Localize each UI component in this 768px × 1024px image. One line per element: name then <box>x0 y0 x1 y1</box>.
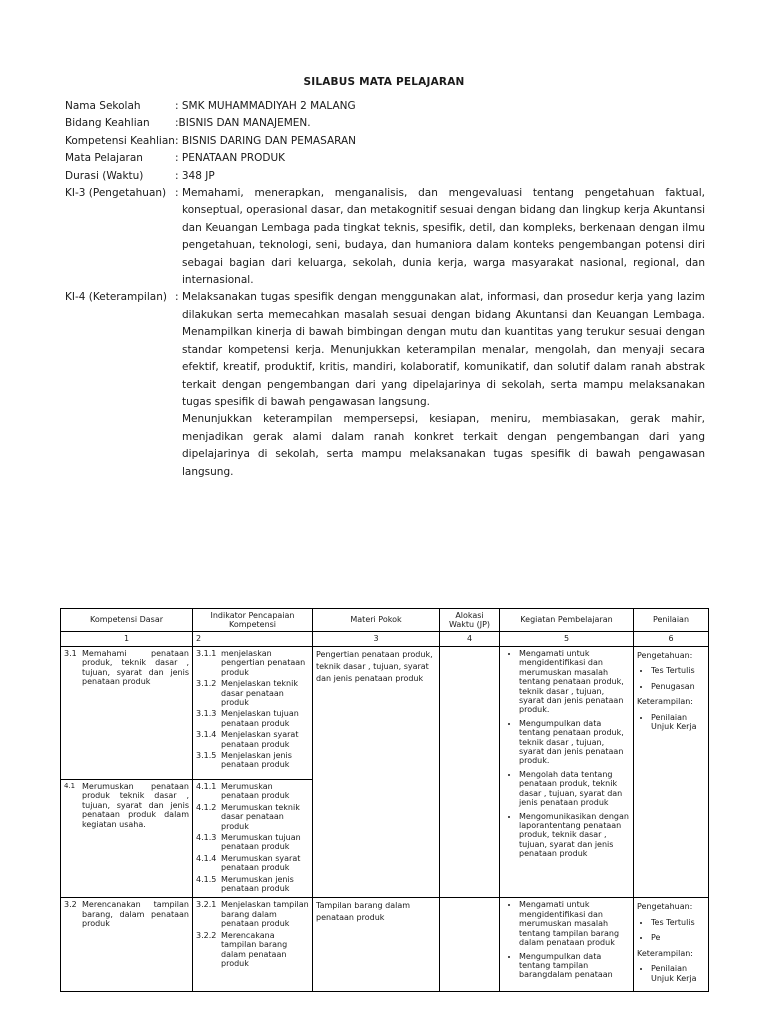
meta-value: : BISNIS DARING DAN PEMASARAN <box>175 134 357 147</box>
ki4-block <box>65 289 705 480</box>
kd-number: 3.2 <box>64 900 77 910</box>
penilaian-item: • Pe <box>651 933 705 942</box>
penilaian-keterampilan-label: Keterampilan: <box>637 697 694 707</box>
penilaian-item: • Tes Tertulis <box>651 918 705 927</box>
penilaian-pengetahuan-label: Pengetahuan: <box>637 902 693 912</box>
indicator-number: 3.1.1 <box>196 649 217 658</box>
indicator-number: 4.1.1 <box>196 782 217 791</box>
kegiatan-item: • Mengamati untuk mengidentifikasi dan merumuskan masalah tentang tampilan barang dalam penataan produk <box>519 900 630 947</box>
kd-cell <box>61 780 193 898</box>
indicator-text: Menjelaskan tampilan barang dalam penataan produk <box>221 900 309 929</box>
meta-row-duration <box>65 168 705 185</box>
indicator-text: Menjelaskan syarat penataan produk <box>221 730 299 749</box>
column-number: 1 <box>61 632 193 647</box>
materi-cell <box>313 898 440 991</box>
ki3-colon: : <box>175 187 179 200</box>
indicator-number: 3.1.3 <box>196 709 217 719</box>
column-number: 4 <box>440 632 500 647</box>
meta-row-subject <box>65 150 705 167</box>
table-number-row <box>61 632 709 647</box>
meta-value: : 348 JP <box>175 169 215 182</box>
indicator-text: Menjelaskan jenis penataan produk <box>221 751 292 770</box>
kd-cell <box>61 647 193 780</box>
column-number: 6 <box>634 632 709 647</box>
header-materi-pokok: Materi Pokok <box>313 609 440 632</box>
column-number: 5 <box>500 632 634 647</box>
indicator-number: 3.1.5 <box>196 751 217 761</box>
ki3-text: Memahami, menerapkan, menganalisis, dan mengevaluasi tentang pengetahuan faktual, konseptual, operasional dasar, dan metakognitif sesuai dengan bidang dan lingkup kerja Akuntansi dan Keuangan Lembaga pada tingkat teknis, spesifik, detil, dan kompleks, berkenaan dengan ilmu pengetahuan, teknologi, seni, budaya, dan humaniora dalam konteks pengembangan potensi diri sebagai bagian dari keluarga, sekolah, dunia kerja, warga masyarakat nasional, regional, dan internasional. <box>182 187 705 287</box>
indicator-text: Merumuskan penataan produk <box>221 782 290 801</box>
meta-row-school <box>65 98 705 115</box>
penilaian-keterampilan-label: Keterampilan: <box>637 948 694 958</box>
kegiatan-item: • Mengolah data tentang penataan produk, teknik dasar , tujuan, syarat dan jenis penataan produk <box>519 770 630 808</box>
ki3-block <box>65 185 705 289</box>
kegiatan-cell <box>500 898 634 991</box>
alokasi-cell <box>440 647 500 898</box>
meta-label: Kompetensi Keahlian <box>65 134 175 147</box>
table-header-row <box>61 609 709 632</box>
materi-text: Pengertian penataan produk, teknik dasar , tujuan, syarat dan jenis penataan produk <box>316 650 433 683</box>
indicator-cell <box>193 898 313 991</box>
kd-cell <box>61 898 193 991</box>
indicator-number: 3.2.2 <box>196 930 217 940</box>
document-title: SILABUS MATA PELAJARAN <box>303 76 465 88</box>
indicator-text: menjelaskan pengertian penataan produk <box>221 649 306 677</box>
kd-number: 3.1 <box>64 649 77 658</box>
kegiatan-cell <box>500 647 634 898</box>
header-penilaian: Penilaian <box>634 609 709 632</box>
table-row <box>61 647 709 780</box>
meta-value: :BISNIS DAN MANAJEMEN. <box>175 117 311 130</box>
meta-label: Durasi (Waktu) <box>65 169 144 182</box>
indicator-text: Merumuskan jenis penataan produk <box>221 874 294 894</box>
alokasi-cell <box>440 898 500 991</box>
column-number: 3 <box>313 632 440 647</box>
ki3-label: KI-3 (Pengetahuan) <box>65 187 167 200</box>
ki4-text <box>180 289 705 480</box>
kd-text: Memahami penataan produk, teknik dasar , tujuan, syarat dan jenis penataan produk <box>82 649 189 687</box>
meta-label: Mata Pelajaran <box>65 152 143 165</box>
kd-text: Merencanakan tampilan barang, dalam penataan produk <box>82 900 189 929</box>
meta-row-field <box>65 115 705 132</box>
penilaian-cell <box>634 898 709 991</box>
penilaian-pengetahuan-label: Pengetahuan: <box>637 651 693 660</box>
ki4-paragraph-2: Menunjukkan keterampilan mempersepsi, kesiapan, meniru, membiasakan, gerak mahir, menjadikan gerak alami dalam ranah konkret terkait dengan pengembangan dari yang dipelajarinya di sekolah, serta mampu melaksanakan tugas spesifik di bawah pengawasan langsung. <box>182 413 705 478</box>
meta-value: : SMK MUHAMMADIYAH 2 MALANG <box>175 100 356 112</box>
materi-cell <box>313 647 440 898</box>
meta-label: Nama Sekolah <box>65 100 141 112</box>
indicator-text: Merencakana tampilan barang dalam penataan produk <box>221 930 288 968</box>
kd-number: 4.1 <box>64 782 76 790</box>
meta-value: : PENATAAN PRODUK <box>175 152 286 165</box>
penilaian-item: • Penilaian Unjuk Kerja <box>651 964 705 983</box>
indicator-number: 3.2.1 <box>196 900 217 910</box>
ki4-label: KI-4 (Keterampilan) <box>65 291 167 304</box>
header-alokasi-waktu: Alokasi Waktu (JP) <box>440 609 500 632</box>
ki4-colon: : <box>175 291 179 304</box>
header-kegiatan: Kegiatan Pembelajaran <box>500 609 634 632</box>
syllabus-table <box>60 608 709 992</box>
indicator-number: 4.1.2 <box>196 802 217 812</box>
indicator-text: Merumuskan syarat penataan produk <box>221 853 301 873</box>
penilaian-item: • Penilaian Unjuk Kerja <box>651 713 705 732</box>
syllabus-meta <box>65 98 705 481</box>
kegiatan-item: • Mengumpulkan data tentang penataan produk, teknik dasar , tujuan, syarat dan jenis penataan produk. <box>519 719 630 766</box>
indicator-number: 3.1.2 <box>196 679 217 689</box>
indicator-text: Menjelaskan teknik dasar penataan produk <box>221 679 298 708</box>
indicator-number: 4.1.5 <box>196 874 217 884</box>
kegiatan-item: • Mengamati untuk mengidentifikasi dan merumuskan masalah tentang penataan produk, teknik dasar , tujuan, syarat dan jenis penataan produk. <box>519 649 630 715</box>
table-row <box>61 898 709 991</box>
meta-label: Bidang Keahlian <box>65 117 150 130</box>
penilaian-item: • Penugasan <box>651 682 705 691</box>
materi-text: Tampilan barang dalam penataan produk <box>316 901 411 923</box>
header-indikator: Indikator Pencapaian Kompetensi <box>193 609 313 632</box>
indicator-text: Menjelaskan tujuan penataan produk <box>221 709 299 728</box>
header-kompetensi-dasar: Kompetensi Dasar <box>61 609 193 632</box>
indicator-text: Merumuskan teknik dasar penataan produk <box>221 802 300 831</box>
indicator-text: Merumuskan tujuan penataan produk <box>221 833 301 852</box>
column-number: 2 <box>193 632 313 647</box>
ki4-paragraph-1: Melaksanakan tugas spesifik dengan menggunakan alat, informasi, dan prosedur kerja yang lazim dilakukan serta memecahkan masalah sesuai dengan bidang Akuntansi dan Keuangan Lembaga. Menampilkan kinerja di bawah bimbingan dengan mutu dan kuantitas yang terukur sesuai dengan standar kompetensi kerja. Menunjukkan keterampilan menalar, mengolah, dan menyaji secara efektif, kreatif, produktif, kritis, mandiri, kolaboratif, komunikatif, dan solutif dalam ranah abstrak terkait dengan pengembangan dari yang dipelajarinya di sekolah, serta mampu melaksanakan tugas spesifik di bawah pengawasan langsung. <box>182 291 705 408</box>
kd-text: Merumuskan penataan produk teknik dasar , tujuan, syarat dan jenis penataan produk dalam kegiatan usaha. <box>82 782 189 829</box>
kegiatan-item: • Mengomunikasikan dengan laporantentang penataan produk, teknik dasar , tujuan, syarat dan jenis penataan produk <box>519 812 630 859</box>
indicator-number: 3.1.4 <box>196 730 217 740</box>
indicator-cell <box>193 647 313 780</box>
meta-row-competency <box>65 133 705 150</box>
indicator-number: 4.1.3 <box>196 833 217 843</box>
indicator-cell <box>193 780 313 898</box>
penilaian-cell <box>634 647 709 898</box>
indicator-number: 4.1.4 <box>196 853 217 863</box>
kegiatan-item: • Mengumpulkan data tentang tampilan barangdalam penataan <box>519 952 630 980</box>
penilaian-item: • Tes Tertulis <box>651 666 705 675</box>
